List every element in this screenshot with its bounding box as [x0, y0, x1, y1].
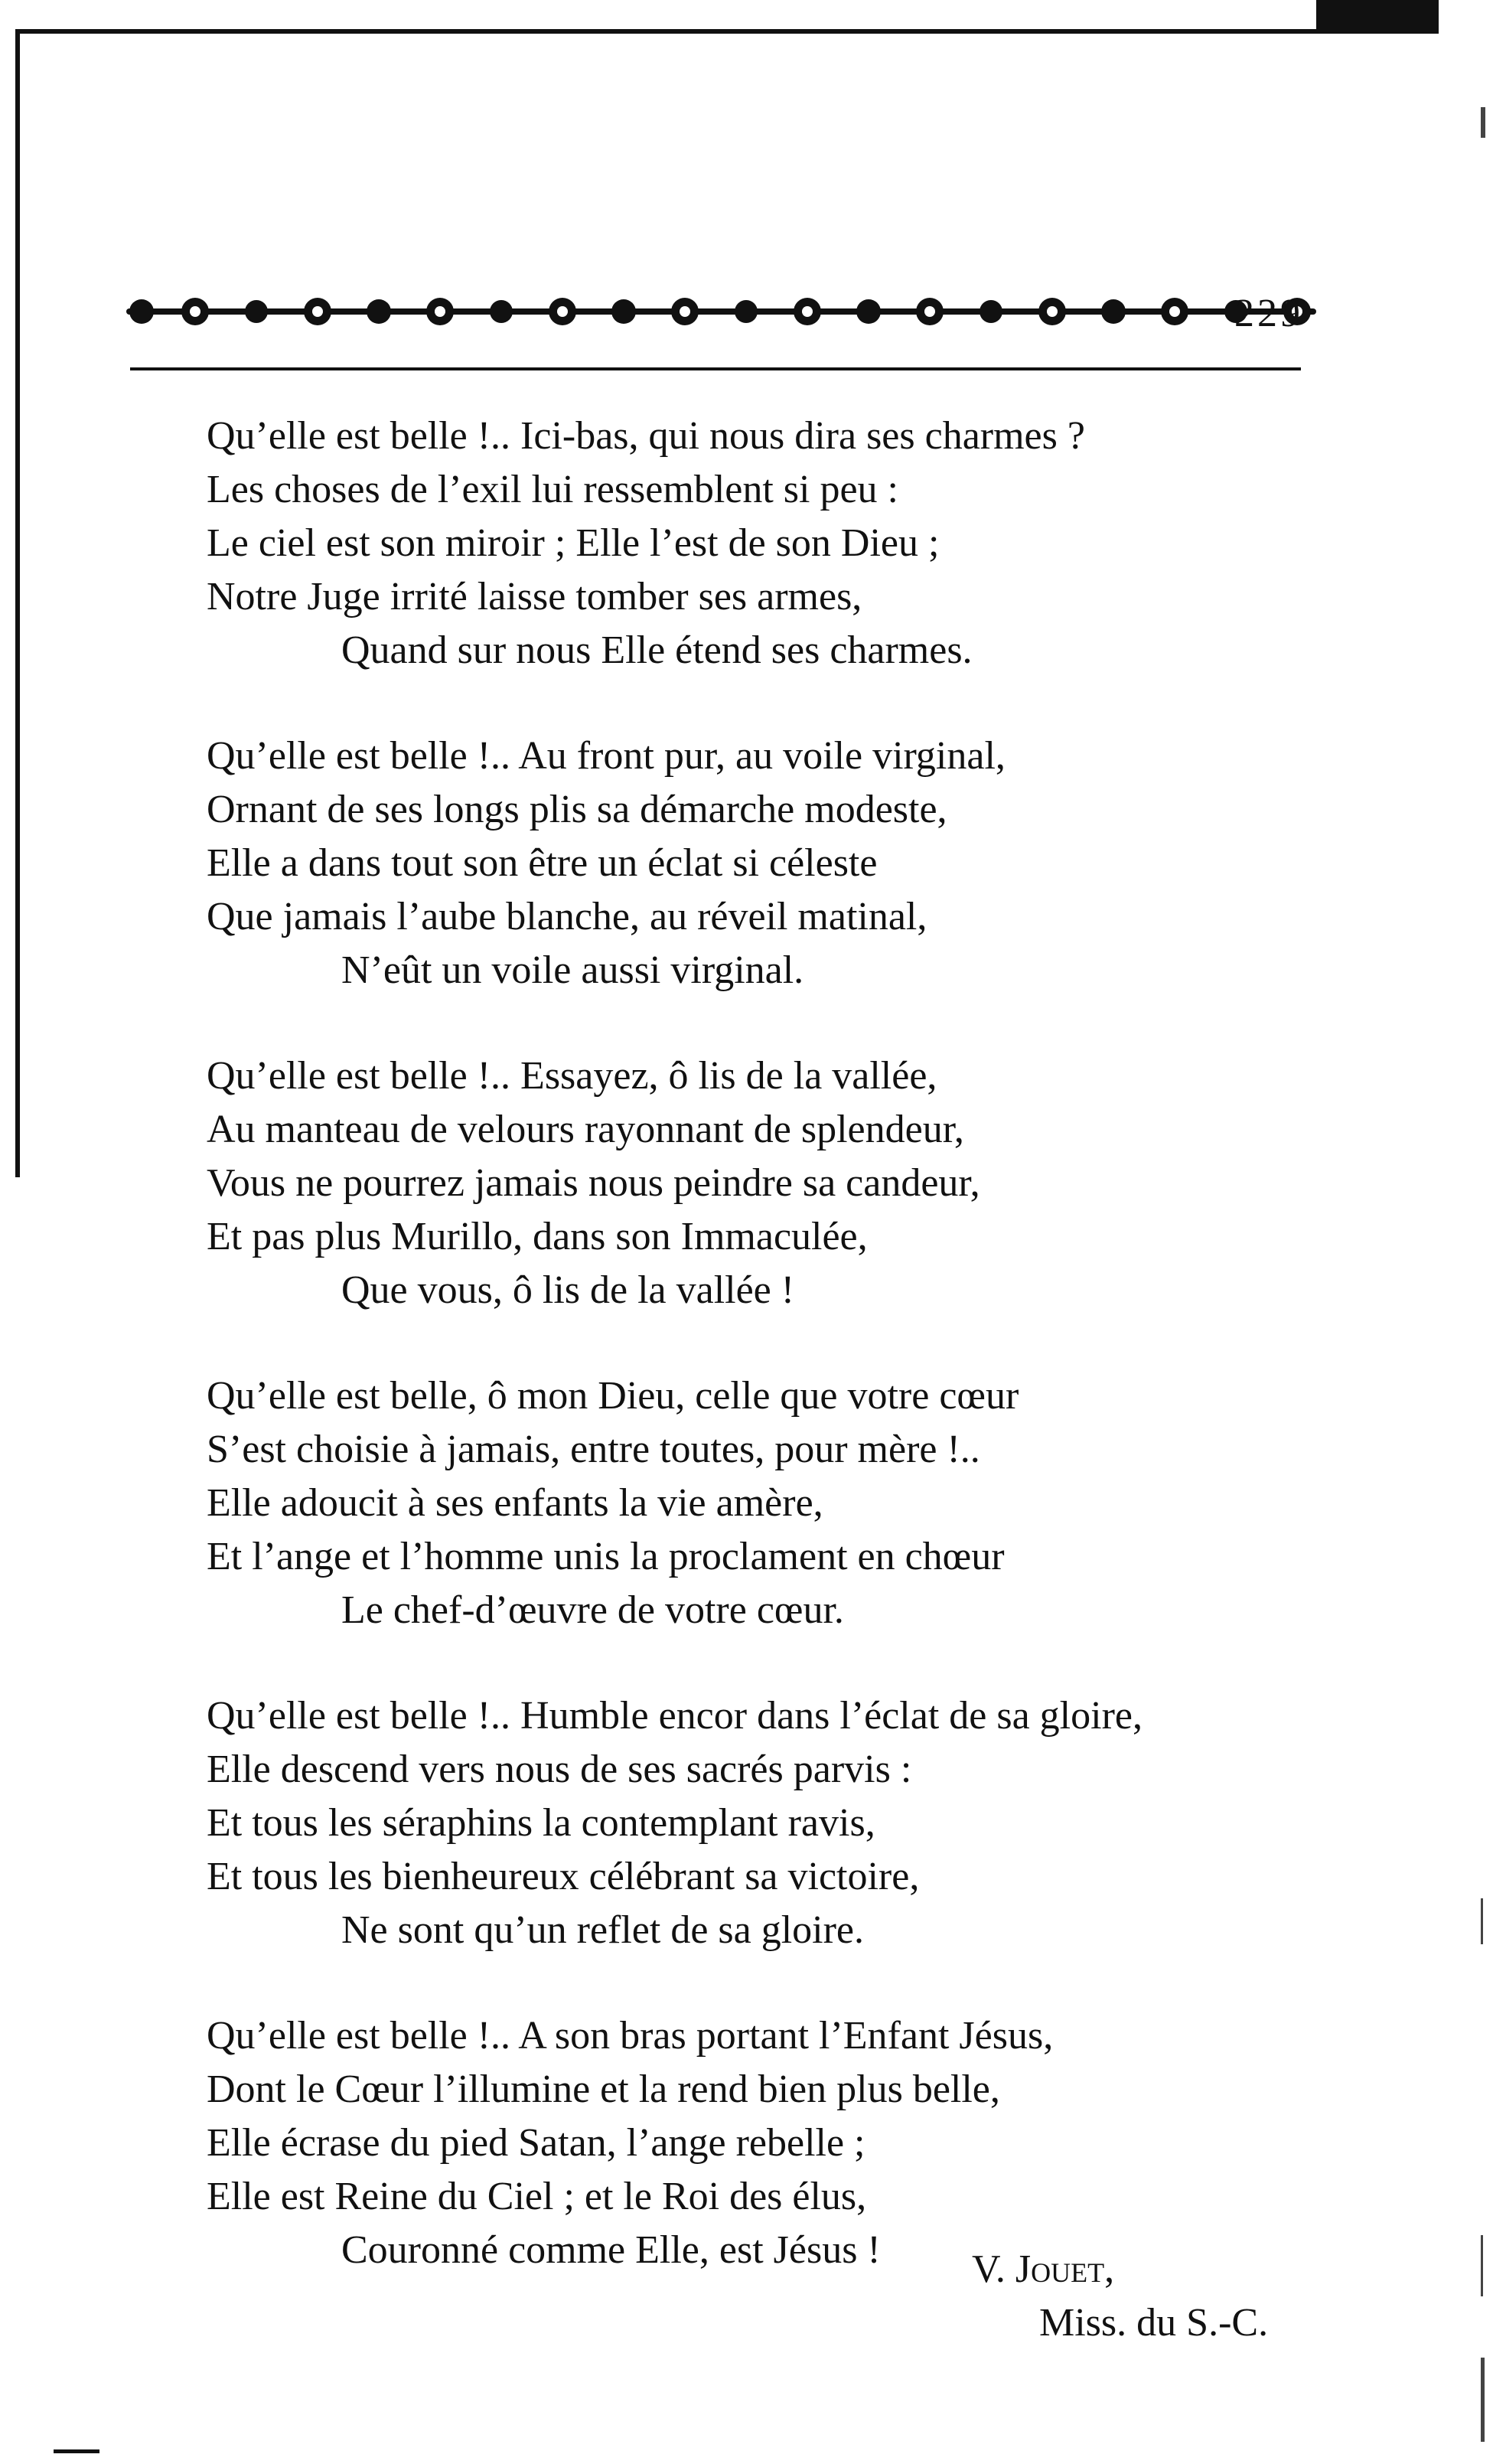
verse-refrain: N’eût un voile aussi virginal. — [341, 948, 804, 992]
verse-line: Dont le Cœur l’illumine et la rend bien plus belle, — [207, 2067, 1000, 2111]
verse-line: Qu’elle est belle !.. Humble encor dans l’éclat de sa gloire, — [207, 1694, 1143, 1738]
verse-line: Les choses de l’exil lui ressemblent si peu : — [207, 468, 899, 511]
verse-line: Qu’elle est belle !.. Ici-bas, qui nous dira ses charmes ? — [207, 414, 1085, 458]
verse-line: Et l’ange et l’homme unis la proclament en chœur — [207, 1535, 1005, 1578]
verse-line: Elle est Reine du Ciel ; et le Roi des élus, — [207, 2175, 867, 2218]
verse-line: Qu’elle est belle !.. Au front pur, au voile virginal, — [207, 734, 1006, 778]
verse-refrain: Quand sur nous Elle étend ses charmes. — [341, 628, 973, 672]
verse-line: Au manteau de velours rayonnant de splendeur, — [207, 1108, 964, 1151]
author-line — [972, 2243, 1268, 2296]
stanza-3 — [207, 1049, 1316, 1317]
verse-line: Qu’elle est belle, ô mon Dieu, celle que votre cœur — [207, 1374, 1019, 1418]
author-name: Jouet, — [1015, 2247, 1115, 2291]
verse-refrain: Le chef-d’œuvre de votre cœur. — [341, 1588, 844, 1632]
verse-line: S’est choisie à jamais, entre toutes, pour mère !.. — [207, 1428, 980, 1471]
verse-line: Qu’elle est belle !.. A son bras portant l’Enfant Jésus, — [207, 2014, 1054, 2058]
scan-frame-top — [15, 29, 1439, 34]
stanza-2 — [207, 729, 1316, 997]
scan-mark-bottom — [54, 2449, 99, 2453]
scan-speck — [1481, 1898, 1483, 1944]
verse-line: Elle a dans tout son être un éclat si céleste — [207, 841, 878, 885]
scan-frame-left — [15, 29, 20, 1177]
verse-line: Le ciel est son miroir ; Elle l’est de son Dieu ; — [207, 521, 940, 565]
header-rule — [130, 367, 1301, 370]
poem — [207, 410, 1316, 2329]
verse-line: Ornant de ses longs plis sa démarche modeste, — [207, 788, 947, 831]
verse-line: Notre Juge irrité laisse tomber ses armes, — [207, 575, 862, 618]
author-affiliation: Miss. du S.-C. — [1039, 2301, 1269, 2345]
verse-line: Et tous les bienheureux célébrant sa victoire, — [207, 1855, 920, 1898]
verse-line: Vous ne pourrez jamais nous peindre sa candeur, — [207, 1161, 980, 1205]
verse-line: Elle adoucit à ses enfants la vie amère, — [207, 1481, 823, 1525]
page-number: 229 — [1234, 292, 1303, 335]
verse-refrain: Que vous, ô lis de la vallée ! — [341, 1268, 795, 1312]
decorative-header-ornament — [126, 295, 1316, 328]
stanza-5 — [207, 1689, 1316, 1957]
stanza-4 — [207, 1369, 1316, 1637]
author-initial: V. — [972, 2247, 1006, 2291]
stanza-6 — [207, 2009, 1316, 2277]
verse-line: Elle écrase du pied Satan, l’ange rebelle ; — [207, 2121, 865, 2165]
verse-refrain: Couronné comme Elle, est Jésus ! — [341, 2228, 881, 2272]
scan-speck — [1481, 107, 1485, 138]
verse-line: Que jamais l’aube blanche, au réveil matinal, — [207, 895, 927, 938]
verse-line: Et pas plus Murillo, dans son Immaculée, — [207, 1215, 868, 1258]
scan-speck — [1481, 2358, 1485, 2442]
verse-refrain: Ne sont qu’un reflet de sa gloire. — [341, 1908, 865, 1952]
scan-speck — [1481, 2235, 1483, 2296]
author-signature — [972, 2243, 1268, 2350]
stanza-1 — [207, 410, 1316, 677]
verse-line: Qu’elle est belle !.. Essayez, ô lis de la vallée, — [207, 1054, 937, 1098]
verse-line: Et tous les séraphins la contemplant ravis, — [207, 1801, 875, 1845]
verse-line: Elle descend vers nous de ses sacrés parvis : — [207, 1748, 912, 1791]
page-header — [126, 287, 1303, 341]
